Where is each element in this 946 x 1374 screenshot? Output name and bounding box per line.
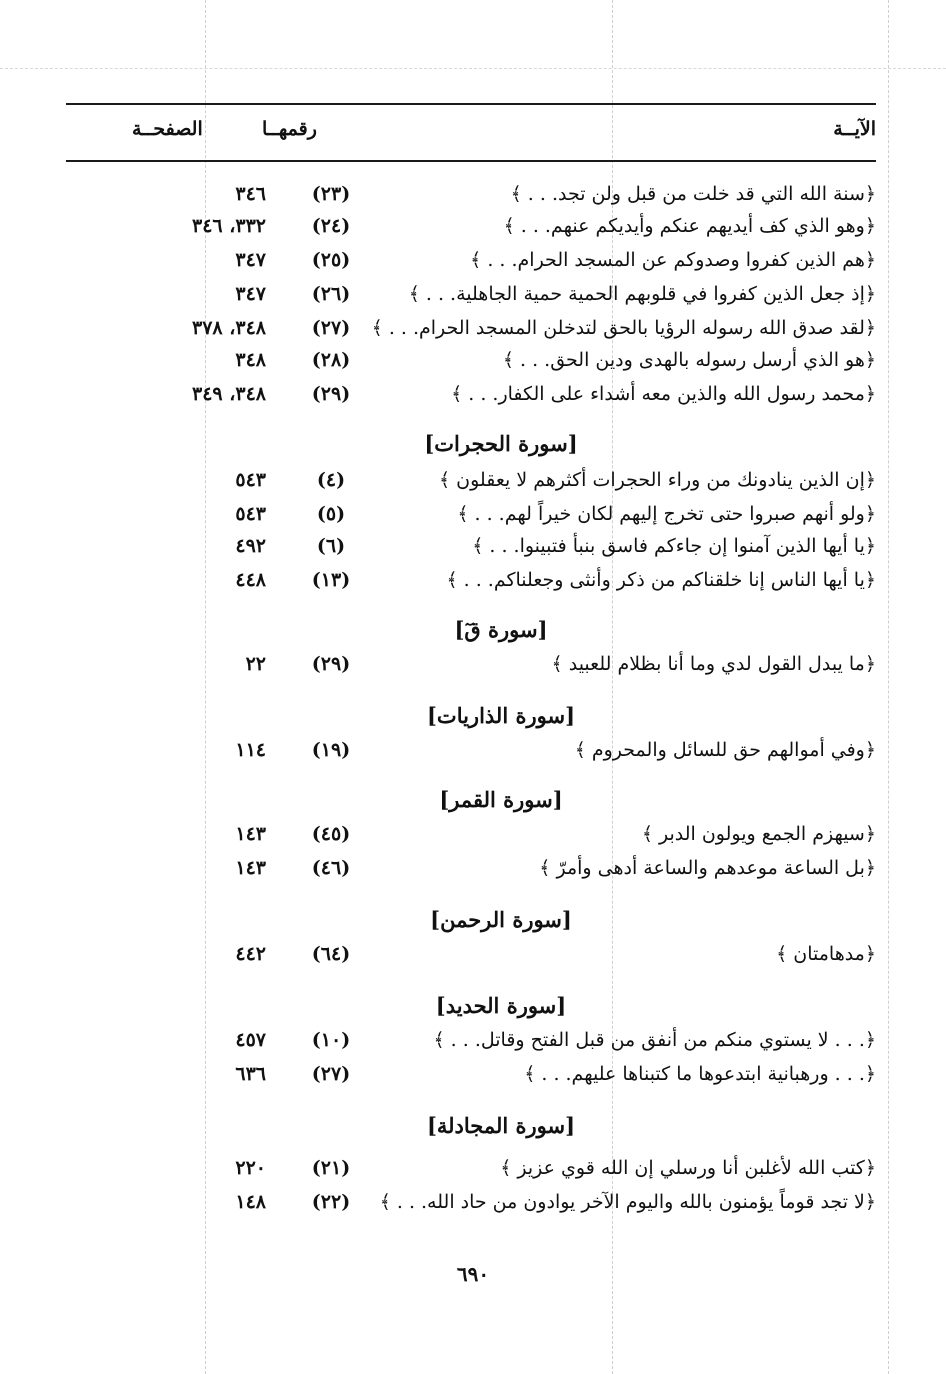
surah-heading bbox=[66, 428, 876, 460]
surah-heading bbox=[66, 700, 876, 732]
verse-text: ﴿محمد رسول الله والذين معه أشداء على الكفار. . . ﴾ bbox=[451, 383, 876, 405]
verse-number: (٢٩) bbox=[311, 383, 351, 405]
page-reference: ٣٤٧ bbox=[235, 283, 266, 305]
page-reference: ١٤٣ bbox=[235, 823, 266, 845]
verse-number: (١٠) bbox=[311, 1029, 351, 1051]
index-row bbox=[66, 278, 876, 310]
verse-number: (٢٦) bbox=[311, 283, 351, 305]
verse-number: (٢٩) bbox=[311, 653, 351, 675]
verse-number: (٢١) bbox=[311, 1157, 351, 1179]
guide-line bbox=[888, 0, 889, 1374]
page-reference: ٢٢٠ bbox=[235, 1157, 266, 1179]
page-reference: ١٤٣ bbox=[235, 857, 266, 879]
page-reference: ١١٤ bbox=[235, 739, 266, 761]
header-page: الصفحــة bbox=[132, 118, 203, 140]
index-row bbox=[66, 378, 876, 410]
surah-heading bbox=[66, 784, 876, 816]
index-row bbox=[66, 564, 876, 596]
index-row bbox=[66, 498, 876, 530]
index-row bbox=[66, 244, 876, 276]
verse-number: (٢٢) bbox=[311, 1191, 351, 1213]
verse-text: ﴿إن الذين ينادونك من وراء الحجرات أكثرهم لا يعقلون ﴾ bbox=[438, 469, 876, 491]
index-row bbox=[66, 1186, 876, 1218]
verse-text: ﴿وهو الذي كف أيديهم عنكم وأيديكم عنهم. . . ﴾ bbox=[503, 215, 876, 237]
page-reference: ٤٥٧ bbox=[235, 1029, 266, 1051]
verse-text: ﴿ما يبدل القول لدي وما أنا بظلام للعبيد ﴾ bbox=[551, 653, 876, 675]
verse-text: ﴿مدهامتان ﴾ bbox=[776, 943, 876, 965]
surah-title: [سورة الحجرات] bbox=[424, 431, 578, 456]
verse-text: ﴿كتب الله لأغلبن أنا ورسلي إن الله قوي عزيز ﴾ bbox=[500, 1157, 876, 1179]
page-reference: ٤٤٨ bbox=[235, 569, 266, 591]
surah-title: [سورة المجادلة] bbox=[426, 1113, 576, 1138]
header-number: رقمهــا bbox=[262, 118, 317, 140]
page-reference: ٣٤٧ bbox=[235, 249, 266, 271]
surah-heading bbox=[66, 614, 876, 646]
verse-number: (٥) bbox=[316, 503, 346, 525]
page-reference: ٦٣٦ bbox=[235, 1063, 266, 1085]
verse-text: ﴿وفي أموالهم حق للسائل والمحروم ﴾ bbox=[574, 739, 876, 761]
surah-title: [سورة قٓ] bbox=[454, 617, 548, 642]
verse-number: (٤) bbox=[316, 469, 346, 491]
verse-text: ﴿ولو أنهم صبروا حتى تخرج إليهم لكان خيراً لهم. . . ﴾ bbox=[457, 503, 876, 525]
verse-text: ﴿هو الذي أرسل رسوله بالهدى ودين الحق. . . ﴾ bbox=[502, 349, 876, 371]
index-row bbox=[66, 648, 876, 680]
page-reference: ٣٤٦ bbox=[235, 183, 266, 205]
surah-heading bbox=[66, 1110, 876, 1142]
index-row bbox=[66, 312, 876, 344]
index-row bbox=[66, 178, 876, 210]
surah-title: [سورة الذاريات] bbox=[426, 703, 575, 728]
verse-number: (٢٧) bbox=[311, 1063, 351, 1085]
verse-number: (٢٣) bbox=[311, 183, 351, 205]
index-row bbox=[66, 852, 876, 884]
verse-number: (٢٧) bbox=[311, 317, 351, 339]
header-verse: الآيــة bbox=[833, 118, 876, 140]
index-row bbox=[66, 1152, 876, 1184]
verse-text: ﴿سيهزم الجمع ويولون الدبر ﴾ bbox=[641, 823, 876, 845]
surah-heading bbox=[66, 904, 876, 936]
page-reference: ١٤٨ bbox=[235, 1191, 266, 1213]
page-number: ٦٩٠ bbox=[456, 1262, 490, 1286]
verse-text: ﴿سنة الله التي قد خلت من قبل ولن تجد. . . ﴾ bbox=[510, 183, 876, 205]
page-reference: ٣٤٨ bbox=[235, 349, 266, 371]
page-reference: ٢٢ bbox=[245, 653, 266, 675]
verse-text: ﴿يا أيها الناس إنا خلقناكم من ذكر وأنثى وجعلناكم. . . ﴾ bbox=[446, 569, 876, 591]
verse-text: ﴿يا أيها الذين آمنوا إن جاءكم فاسق بنبأ فتبينوا. . . ﴾ bbox=[472, 535, 876, 557]
header-bottom-rule bbox=[66, 160, 876, 162]
page-reference: ٥٤٣ bbox=[235, 503, 266, 525]
verse-text: ﴿. . . لا يستوي منكم من أنفق من قبل الفتح وقاتل. . . ﴾ bbox=[433, 1029, 876, 1051]
verse-number: (٢٨) bbox=[311, 349, 351, 371]
verse-text: ﴿بل الساعة موعدهم والساعة أدهى وأمرّ ﴾ bbox=[539, 857, 876, 879]
header-top-rule bbox=[66, 103, 876, 105]
surah-title: [سورة الرحمن] bbox=[430, 907, 572, 932]
index-row bbox=[66, 344, 876, 376]
surah-heading bbox=[66, 990, 876, 1022]
verse-text: ﴿. . . ورهبانية ابتدعوها ما كتبناها عليهم. . . ﴾ bbox=[524, 1063, 876, 1085]
verse-text: ﴿لا تجد قوماً يؤمنون بالله واليوم الآخر يوادون من حاد الله. . . ﴾ bbox=[379, 1191, 876, 1213]
index-row bbox=[66, 818, 876, 850]
page-reference: ٣٤٨، ٣٤٩ bbox=[192, 383, 266, 405]
page-reference: ٣٣٢، ٣٤٦ bbox=[192, 215, 266, 237]
page-reference: ٤٤٢ bbox=[235, 943, 266, 965]
verse-number: (٢٥) bbox=[311, 249, 351, 271]
verse-number: (٢٤) bbox=[311, 215, 351, 237]
verse-text: ﴿إذ جعل الذين كفروا في قلوبهم الحمية حمية الجاهلية. . . ﴾ bbox=[408, 283, 876, 305]
page-reference: ٣٤٨، ٣٧٨ bbox=[192, 317, 266, 339]
index-row bbox=[66, 734, 876, 766]
index-row bbox=[66, 1024, 876, 1056]
index-row bbox=[66, 530, 876, 562]
guide-line bbox=[0, 68, 946, 69]
verse-number: (١٣) bbox=[311, 569, 351, 591]
verse-text: ﴿هم الذين كفروا وصدوكم عن المسجد الحرام. . . ﴾ bbox=[470, 249, 876, 271]
verse-text: ﴿لقد صدق الله رسوله الرؤيا بالحق لتدخلن المسجد الحرام. . . ﴾ bbox=[371, 317, 876, 339]
verse-number: (٦) bbox=[316, 535, 346, 557]
verse-number: (٦٤) bbox=[311, 943, 351, 965]
surah-title: [سورة القمر] bbox=[439, 787, 563, 812]
index-row bbox=[66, 1058, 876, 1090]
page-reference: ٤٩٢ bbox=[235, 535, 266, 557]
verse-number: (٤٦) bbox=[311, 857, 351, 879]
verse-number: (٤٥) bbox=[311, 823, 351, 845]
page-reference: ٥٤٣ bbox=[235, 469, 266, 491]
index-row bbox=[66, 938, 876, 970]
surah-title: [سورة الحديد] bbox=[435, 993, 567, 1018]
index-row bbox=[66, 464, 876, 496]
index-row bbox=[66, 210, 876, 242]
verse-number: (١٩) bbox=[311, 739, 351, 761]
